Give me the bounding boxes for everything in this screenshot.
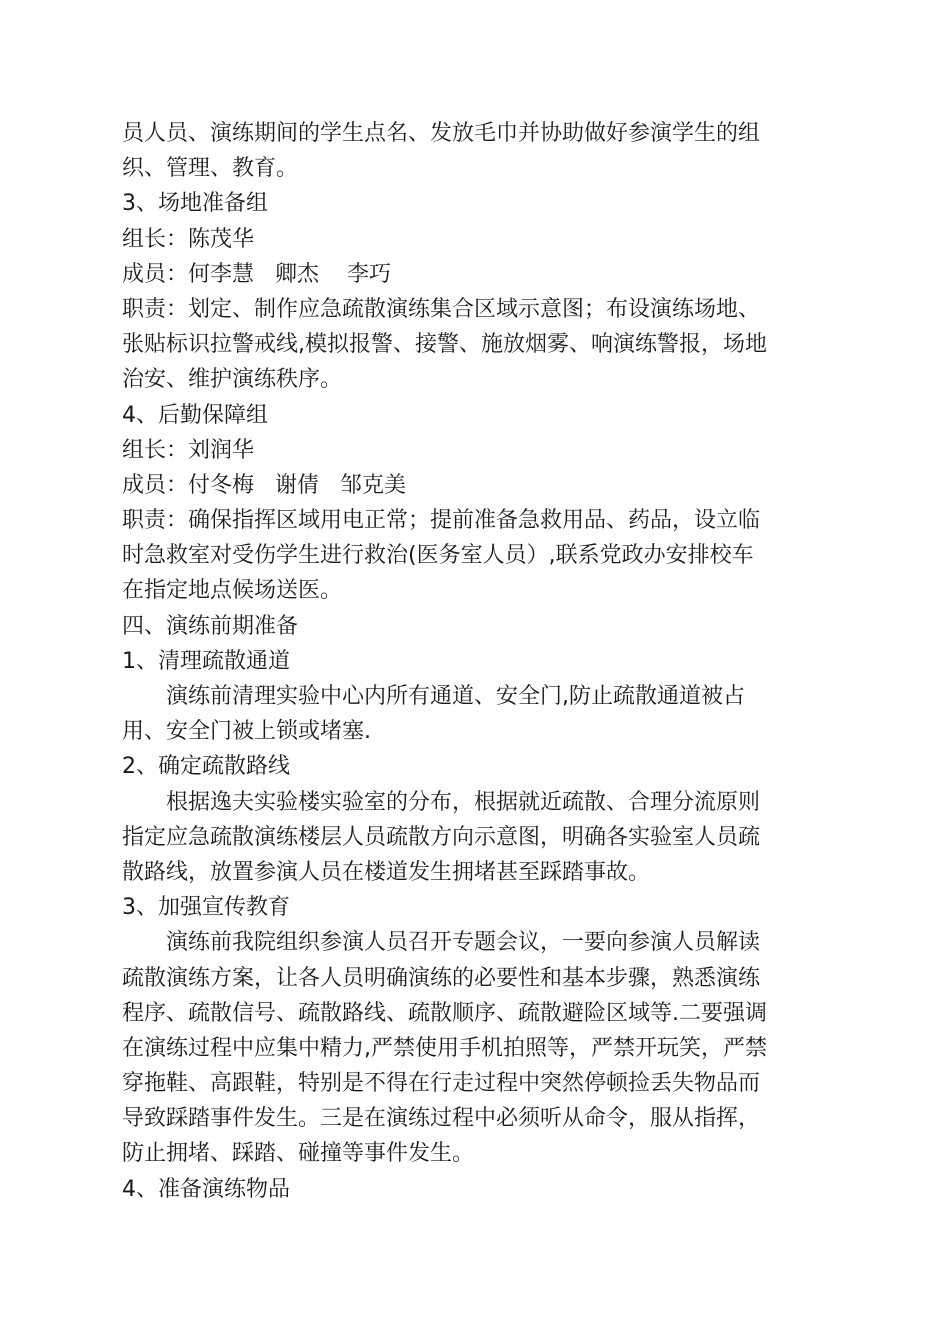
text-line: 在指定地点候场送医。: [122, 578, 343, 604]
text-line: 3、场地准备组: [122, 191, 268, 217]
text-line: 4、准备演练物品: [122, 1176, 290, 1202]
text-line: 组长：刘润华: [122, 437, 255, 463]
text-line: 2、确定疏散路线: [122, 754, 290, 780]
text-line: 指定应急疏散演练楼层人员疏散方向示意图，明确各实验室人员疏: [122, 824, 761, 850]
text-line: 4、后勤保障组: [122, 402, 268, 428]
text-line: 疏散演练方案，让各人员明确演练的必要性和基本步骤，熟悉演练: [122, 965, 761, 991]
text-line: 演练前我院组织参演人员召开专题会议，一要向参演人员解读: [166, 930, 761, 956]
text-line: 1、清理疏散通道: [122, 648, 290, 674]
text-line: 张贴标识拉警戒线,模拟报警、接警、施放烟雾、响演练警报，场地: [122, 332, 767, 358]
text-line: 四、演练前期准备: [122, 613, 299, 639]
text-line: 时急救室对受伤学生进行救治(医务室人员）,联系党政办安排校车: [122, 543, 754, 569]
text-line: 穿拖鞋、高跟鞋，特别是不得在行走过程中突然停顿捡丢失物品而: [122, 1071, 761, 1097]
document-body: [122, 116, 812, 1207]
text-line: 成员：付冬梅 谢倩 邹克美: [122, 472, 406, 498]
text-line: 程序、疏散信号、疏散路线、疏散顺序、疏散避险区域等.二要强调: [122, 1000, 767, 1026]
text-line: 防止拥堵、踩踏、碰撞等事件发生。: [122, 1141, 475, 1167]
text-line: 散路线，放置参演人员在楼道发生拥堵甚至踩踏事故。: [122, 859, 651, 885]
text-line: 职责：划定、制作应急疏散演练集合区域示意图；布设演练场地、: [122, 296, 761, 322]
text-line: 成员：何李慧 卿杰 李巧: [122, 261, 391, 287]
text-line: 组长：陈茂华: [122, 226, 255, 252]
text-line: 用、安全门被上锁或堵塞.: [122, 719, 371, 745]
text-line: 员人员、演练期间的学生点名、发放毛巾并协助做好参演学生的组: [122, 121, 761, 146]
text-line: 3、加强宣传教育: [122, 895, 290, 921]
text-line: 在演练过程中应集中精力,严禁使用手机拍照等，严禁开玩笑，严禁: [122, 1035, 767, 1061]
text-line: 职责：确保指挥区域用电正常；提前准备急救用品、药品，设立临: [122, 508, 761, 534]
text-line: 导致踩踏事件发生。三是在演练过程中必须听从命令，服从指挥，: [122, 1106, 761, 1132]
text-line: 根据逸夫实验楼实验室的分布，根据就近疏散、合理分流原则: [166, 789, 761, 815]
text-line: 织、管理、教育。: [122, 156, 299, 182]
text-line: 演练前清理实验中心内所有通道、安全门,防止疏散通道被占: [166, 684, 745, 709]
text-line: 治安、维护演练秩序。: [122, 367, 343, 393]
